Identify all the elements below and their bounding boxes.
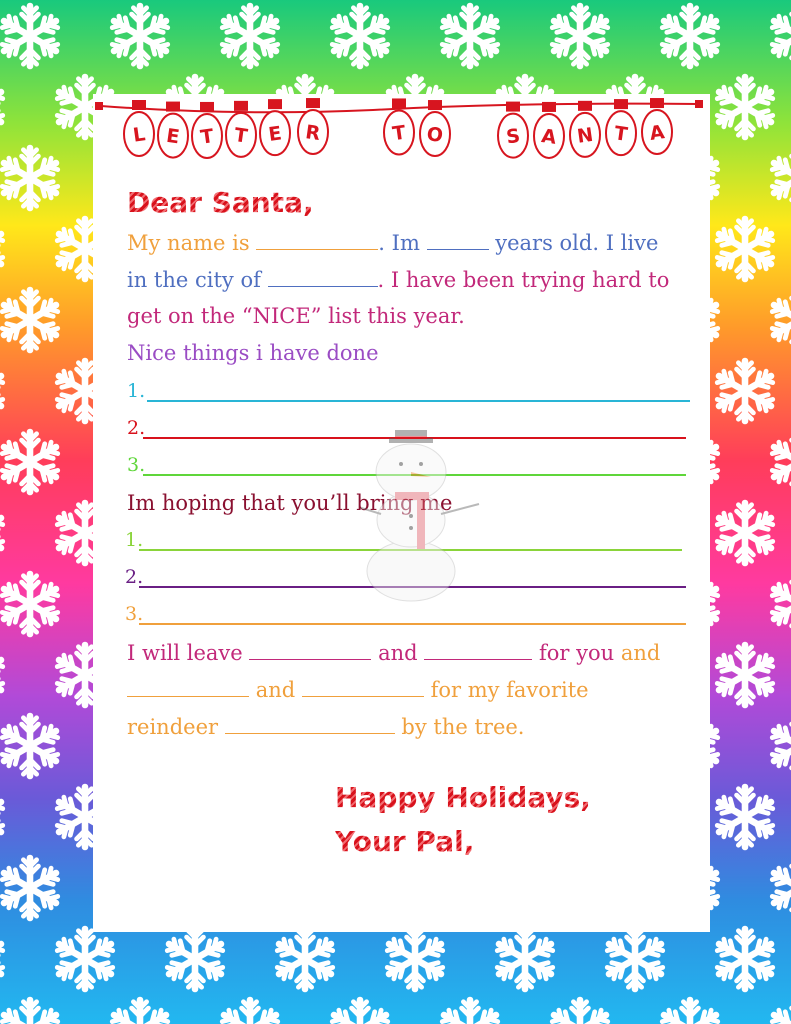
snowflake-icon [715,219,775,279]
snowflake-icon [330,6,390,66]
nice-things-heading: Nice things i have done [127,341,379,365]
svg-text:T: T [612,122,629,146]
leave-line-3: reindeer by the tree. [127,715,525,739]
snowflake-icon [715,929,775,989]
svg-text:O: O [425,123,445,148]
snowflake-icon [495,929,555,989]
svg-text:A: A [540,125,558,149]
bulb-letter-s [498,102,528,158]
snowflake-icon [0,361,5,421]
closing-happy-holidays: Happy Holidays, [335,781,591,814]
wish-item-number: 1. [125,529,144,551]
intro-line-3: get on the “NICE” list this year. [127,304,465,328]
snowflake-icon [110,1000,170,1024]
nice-item-number: 3. [127,454,146,476]
treat-1-blank[interactable] [249,639,371,660]
bulb-letter-a [534,102,564,158]
snowflake-icon [440,6,500,66]
snowflake-icon [0,645,5,705]
bulb-letter-t [384,98,414,154]
snowflake-icon [770,432,791,492]
snowflake-icon [0,503,5,563]
wish-item-3-line[interactable] [139,623,686,625]
letter-sheet [93,94,710,932]
snowflake-icon [55,929,115,989]
intro-line-1: My name is . Im years old. I live [127,231,659,255]
nice-item-1-line[interactable] [147,400,690,402]
svg-text:T: T [199,125,216,149]
svg-text:N: N [575,123,595,148]
bulb-letter-t [226,101,256,157]
snowflake-icon [0,77,5,137]
snowflake-icon [0,432,60,492]
snowflake-icon [770,148,791,208]
snowflake-icon [770,716,791,776]
snowflake-icon [275,929,335,989]
snowflake-icon [770,290,791,350]
svg-text:A: A [648,121,666,145]
age-blank[interactable] [427,229,489,250]
treat-2-blank[interactable] [424,639,532,660]
bulb-letter-r [298,98,328,154]
snowflake-icon [660,6,720,66]
snowflake-icon [770,858,791,918]
snowflake-icon [660,1000,720,1024]
wish-item-number: 3. [125,603,144,625]
hoping-heading: Im hoping that you’ll bring me [127,491,453,515]
snowflake-icon [715,645,775,705]
greeting: Dear Santa, [127,186,314,219]
snowflake-icon [715,77,775,137]
intro-line-2: in the city of . I have been trying hard to [127,268,670,292]
svg-text:E: E [267,122,284,146]
snowflake-icon [385,929,445,989]
svg-text:L: L [131,123,147,147]
snowman-watermark [361,424,481,604]
reindeer-treat-1-blank[interactable] [127,676,249,697]
leave-line-1: I will leave and for you and [127,641,661,665]
snowflake-icon [0,787,5,847]
snowflake-icon [550,1000,610,1024]
svg-text:E: E [164,124,181,149]
snowflake-icon [0,148,60,208]
svg-text:T: T [232,124,249,148]
snowflake-icon [110,6,170,66]
svg-text:S: S [504,124,522,149]
snowflake-icon [0,219,5,279]
bulb-letter-n [570,101,600,157]
snowflake-icon [0,858,60,918]
bulb-letter-e [260,99,290,155]
snowflake-icon [440,1000,500,1024]
letter-to-santa-banner [93,94,710,174]
nice-item-number: 1. [127,380,146,402]
snowflake-icon [550,6,610,66]
snowflake-icon [715,787,775,847]
nice-item-number: 2. [127,417,146,439]
snowflake-icon [0,290,60,350]
reindeer-treat-2-blank[interactable] [302,676,424,697]
snowflake-icon [0,6,60,66]
city-blank[interactable] [268,266,378,287]
snowflake-icon [165,929,225,989]
svg-text:T: T [391,121,408,146]
bulb-letter-a [642,98,672,154]
snowflake-icon [605,929,665,989]
reindeer-name-blank[interactable] [225,713,395,734]
snowflake-icon [220,6,280,66]
svg-text:R: R [304,121,322,145]
snowflake-icon [0,929,5,989]
snowflake-icon [770,1000,791,1024]
bulb-letter-t [606,99,636,155]
snowflake-icon [0,1000,60,1024]
leave-line-2: and for my favorite [127,676,589,703]
snowflake-icon [770,6,791,66]
snowflake-icon [0,716,60,776]
snowflake-icon [0,574,60,634]
snowflake-icon [330,1000,390,1024]
closing-your-pal: Your Pal, [335,825,475,858]
snowflake-icon [715,361,775,421]
snowflake-icon [220,1000,280,1024]
snowflake-icon [770,574,791,634]
wish-item-number: 2. [125,566,144,588]
snowflake-icon [715,503,775,563]
name-blank[interactable] [256,229,378,250]
